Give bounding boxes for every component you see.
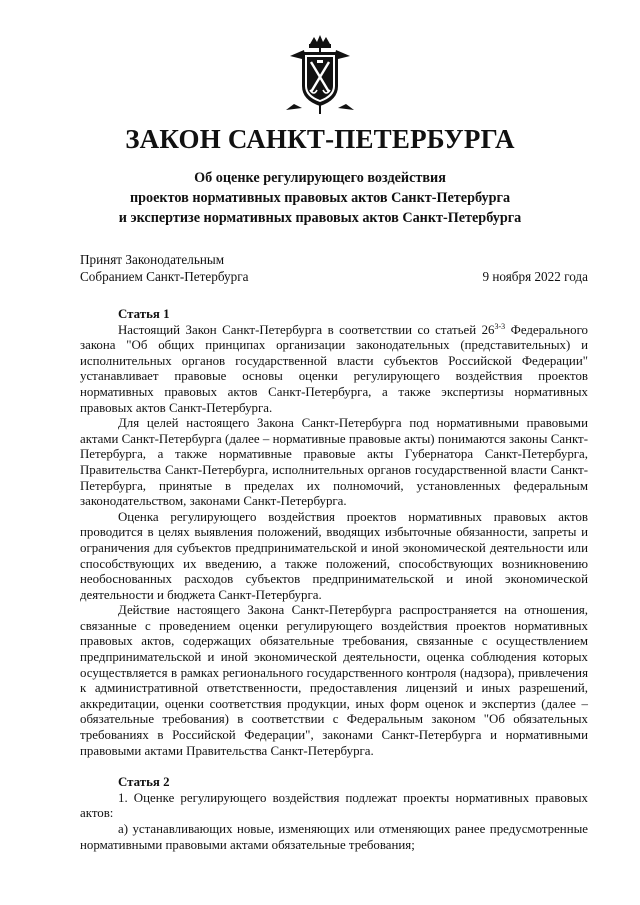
law-body bbox=[80, 307, 588, 853]
subtitle-line: и экспертизе нормативных правовых актов Санкт-Петербурга bbox=[118, 210, 522, 226]
spacer bbox=[80, 759, 588, 775]
coat-of-arms-icon bbox=[284, 34, 356, 114]
adoption-note bbox=[80, 251, 249, 285]
article-heading: Статья 2 bbox=[118, 775, 170, 790]
article-paragraph: а) устанавливающих новые, изменяющих или отменяющих ранее предусмотренные нормативными правовыми актами обязательные требования; bbox=[80, 822, 588, 852]
paragraph-text: Настоящий Закон Санкт-Петербурга в соответствии со статьей 26 bbox=[118, 322, 495, 337]
subtitle-line: проектов нормативных правовых актов Санкт-Петербурга bbox=[129, 190, 511, 206]
article-paragraph bbox=[80, 323, 588, 417]
subtitle-line: Об оценке регулирующего воздействия bbox=[194, 170, 446, 186]
article-heading: Статья 1 bbox=[118, 307, 170, 321]
adoption-line: Собранием Санкт-Петербурга bbox=[80, 269, 249, 284]
adoption-line: Принят Законодательным bbox=[80, 252, 225, 267]
article-paragraph: Оценка регулирующего воздействия проектов нормативных правовых актов проводится в целях выявления положений, вводящих избыточные обязанности, запреты и ограничения для субъектов предпринимательской и иной экономической деятельности или способствующих их введению, а также положений, способствующих возникновению необоснованных расходов субъектов предпринимательской и иной экономической деятельности и бюджета Санкт-Петербурга. bbox=[80, 509, 588, 602]
article-paragraph: 1. Оценке регулирующего воздействия подлежат проекты нормативных правовых актов: bbox=[80, 790, 588, 821]
article-paragraph: Для целей настоящего Закона Санкт-Петербурга под нормативными правовыми актами Санкт-Петербурга (далее – нормативные правовые акты) понимаются законы Санкт-Петербурга, а также нормативные правовые акты Губернатора Санкт-Петербурга, Правительства Санкт-Петербурга, исполнительных органов государственной власти Санкт-Петербурга, принятые в пределах их полномочий, установленных федеральным законодательством, законами Санкт-Петербурга. bbox=[80, 416, 588, 509]
paragraph-text: Федерального закона "Об общих принципах организации законодательных (представительных) и исполнительных органов государственной власти субъектов Российской Федерации" устанавливает правовые основы оценки регулирующего воздействия проектов нормативных правовых актов Санкт-Петербурга, а также экспертизы нормативных правовых актов Санкт-Петербурга. bbox=[80, 322, 588, 415]
adoption-date: 9 ноября 2022 года bbox=[482, 269, 588, 284]
law-subtitle bbox=[60, 168, 580, 228]
article-number-superscript: 3-3 bbox=[494, 321, 506, 331]
law-title: ЗАКОН САНКТ-ПЕТЕРБУРГА bbox=[125, 124, 515, 154]
article-paragraph: Действие настоящего Закона Санкт-Петербурга распространяется на отношения, связанные с проведением оценки регулирующего воздействия проектов нормативных правовых актов, содержащих обязательные требования, связанные с осуществлением предпринимательской и иной экономической деятельности, оценка соблюдения которых осуществляется в рамках регионального государственного контроля (надзора), привлечения к административной ответственности, предоставления лицензий и иных разрешений, аккредитации, оценки соответствия продукции, иных форм оценок и экспертиз (далее – обязательные требования) в соответствии с Федеральным законом "Об обязательных требованиях в Российской Федерации", законами Санкт-Петербурга и нормативными правовыми актами Правительства Санкт-Петербурга. bbox=[80, 603, 588, 758]
